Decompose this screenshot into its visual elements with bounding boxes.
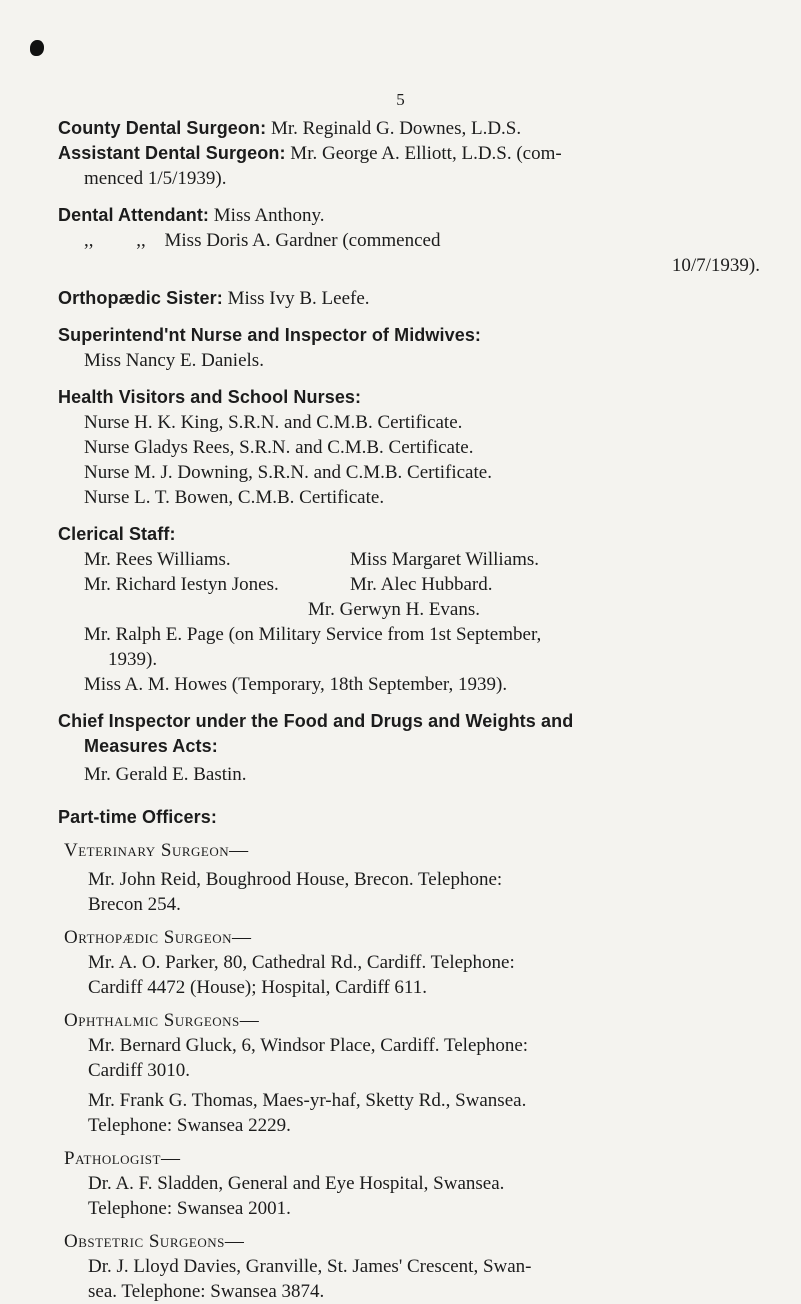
entry-label: Orthopædic Sister: [58,288,223,308]
staff-name: Mr. Rees Williams. [84,549,231,570]
veterinary-title: Veterinary Surgeon— [64,840,249,861]
obstetric-line: Dr. J. Lloyd Davies, Granville, St. James' Crescent, Swan- [88,1256,532,1277]
superintendent-heading: Superintend'nt Nurse and Inspector of Midwives: [58,325,482,345]
entry-value: Mr. George A. Elliott, L.D.S. (com- [290,143,562,164]
ophthalmic-title: Ophthalmic Surgeons— [64,1010,260,1031]
pathologist-line: Dr. A. F. Sladden, General and Eye Hospital, Swansea. [88,1173,505,1194]
ophthalmic-line: Mr. Bernard Gluck, 6, Windsor Place, Cardiff. Telephone: [88,1035,529,1056]
obstetric-line: sea. Telephone: Swansea 3874. [88,1281,325,1302]
clerical-staff-heading: Clerical Staff: [58,524,176,544]
entry-value-cont: 10/7/1939). [671,255,760,276]
pathologist-title: Pathologist— [64,1148,181,1169]
ink-blot [30,40,44,56]
entry-value-cont: menced 1/5/1939). [84,168,227,189]
ditto-marks: ,, ,, [84,230,146,251]
entry-value: Mr. Reginald G. Downes, L.D.S. [270,118,522,139]
obstetric-title: Obstetric Surgeons— [64,1231,245,1252]
county-dental-surgeon-entry [58,116,770,141]
staff-name-cont: 1939). [108,649,158,670]
staff-name: Miss A. M. Howes (Temporary, 18th September, 1939). [84,674,508,695]
orthopaedic-line: Mr. A. O. Parker, 80, Cathedral Rd., Cardiff. Telephone: [88,952,515,973]
part-time-heading: Part-time Officers: [58,807,217,827]
entry-label: County Dental Surgeon: [58,118,267,138]
page-number: 5 [396,90,405,109]
orthopaedic-title: Orthopædic Surgeon— [64,927,252,948]
ophthalmic-line: Telephone: Swansea 2229. [88,1115,291,1136]
orthopaedic-sister-entry [58,286,770,311]
dental-attendant-second [58,228,770,253]
chief-inspector-heading: Chief Inspector under the Food and Drugs and Weights and [58,711,574,731]
clerical-row [58,572,770,597]
superintendent-value: Miss Nancy E. Daniels. [84,350,264,371]
pathologist-line: Telephone: Swansea 2001. [88,1198,291,1219]
staff-name: Mr. Richard Iestyn Jones. [84,574,279,595]
orthopaedic-line: Cardiff 4472 (House); Hospital, Cardiff 611. [88,977,427,998]
staff-name: Mr. Ralph E. Page (on Military Service from 1st September, [84,624,542,645]
entry-label: Assistant Dental Surgeon: [58,143,286,163]
entry-value: Miss Doris A. Gardner (commenced [164,230,441,251]
list-item: Nurse M. J. Downing, S.R.N. and C.M.B. Certificate. [84,462,492,483]
chief-inspector-heading-cont: Measures Acts: [84,736,218,756]
veterinary-line: Brecon 254. [88,894,181,915]
entry-label: Dental Attendant: [58,205,210,225]
document-body [58,116,770,1304]
clerical-row [58,547,770,572]
staff-name: Mr. Alec Hubbard. [350,574,493,595]
ophthalmic-line: Cardiff 3010. [88,1060,191,1081]
staff-name: Miss Margaret Williams. [350,549,540,570]
health-visitors-heading: Health Visitors and School Nurses: [58,387,362,407]
entry-value: Miss Ivy B. Leefe. [227,288,370,309]
assistant-dental-surgeon-entry [58,141,770,166]
list-item: Nurse Gladys Rees, S.R.N. and C.M.B. Certificate. [84,437,474,458]
ophthalmic-line: Mr. Frank G. Thomas, Maes-yr-haf, Sketty Rd., Swansea. [88,1090,527,1111]
dental-attendant-entry [58,203,770,228]
list-item: Nurse L. T. Bowen, C.M.B. Certificate. [84,487,385,508]
entry-value: Miss Anthony. [213,205,325,226]
chief-inspector-value: Mr. Gerald E. Bastin. [84,764,247,785]
staff-name: Mr. Gerwyn H. Evans. [307,599,481,620]
veterinary-line: Mr. John Reid, Boughrood House, Brecon. Telephone: [88,869,503,890]
list-item: Nurse H. K. King, S.R.N. and C.M.B. Certificate. [84,412,463,433]
